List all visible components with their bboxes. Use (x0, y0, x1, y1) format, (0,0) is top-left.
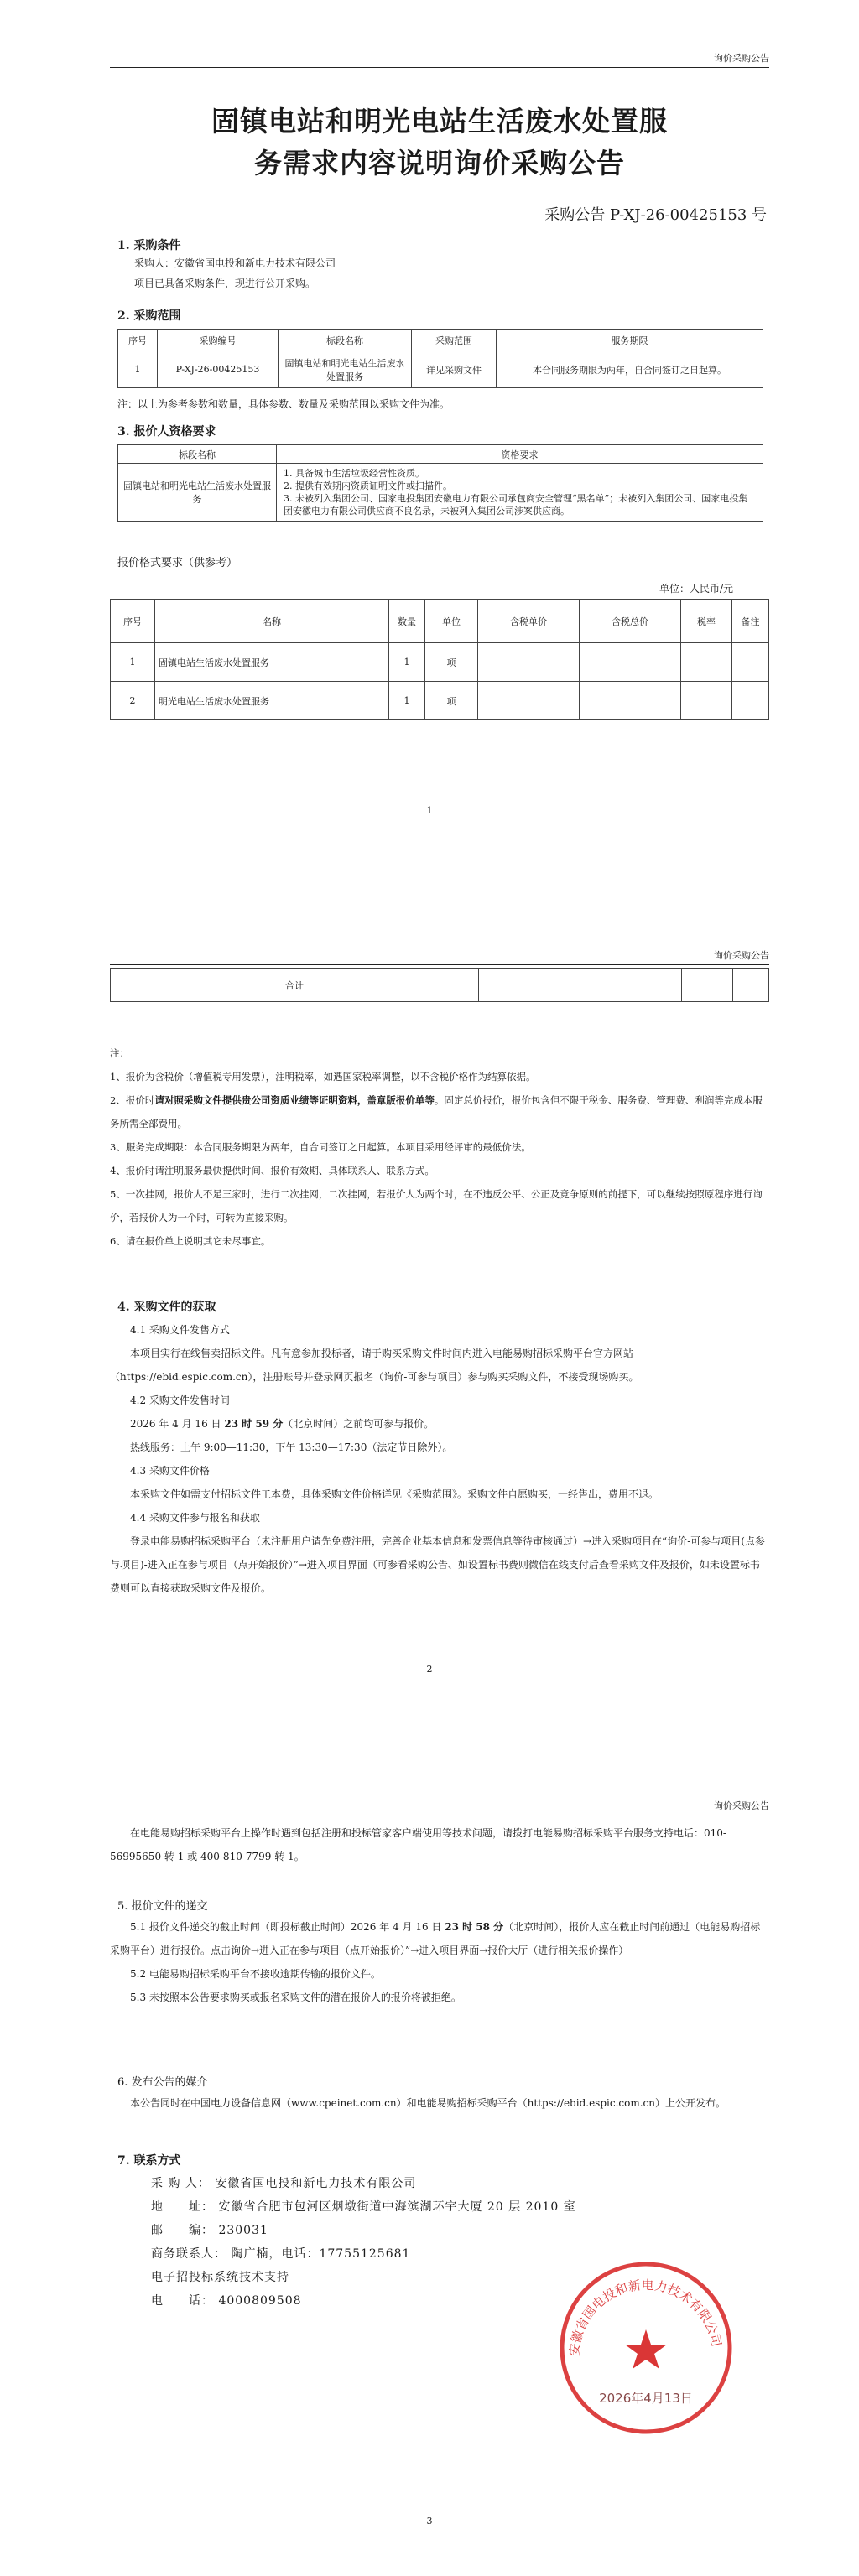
page-header (110, 53, 769, 68)
quote-cell: 2 (111, 682, 155, 720)
quote-cell: 1 (389, 682, 425, 720)
buyer-text: 采购人：安徽省国电投和新电力技术有限公司 (134, 257, 336, 269)
section-2-heading: 2. 采购范围 (117, 309, 181, 323)
section-5-heading: 5. 报价文件的递交 (117, 1900, 208, 1913)
page-3 (0, 1717, 859, 2576)
contact-line: 采 购 人： 安徽省国电投和新电力技术有限公司 (151, 2177, 417, 2190)
section-1-heading: 1. 采购条件 (117, 239, 181, 252)
page-header (110, 949, 769, 965)
doc-title (110, 101, 769, 184)
scope-header: 服务期限 (497, 330, 763, 351)
notes-label: 注： (110, 1047, 129, 1059)
quote-cell: 1 (111, 643, 155, 682)
contact-line: 邮 编： 230031 (151, 2224, 268, 2237)
scope-cell: P-XJ-26-00425153 (158, 351, 279, 388)
scope-header: 标段名称 (279, 330, 412, 351)
contact-line: 地 址： 安徽省合肥市包河区烟墩街道中海滨湖环宇大厦 20 层 2010 室 (151, 2200, 576, 2214)
qual-req-3: 3. 未被列入集团公司、国家电投集团安徽电力有限公司承包商安全管理“黑名单”；未被列入集团公司、国家电投集团安徽电力有限公司供应商不良名录，未被列入集团公司涉案供应商。 (284, 493, 748, 517)
contact-line: 电 话： 4000809508 (151, 2294, 302, 2308)
quote-row (111, 643, 769, 682)
header-label: 询价采购公告 (714, 950, 769, 961)
para-5-3: 5.3 未按照本公告要求购买或报名采购文件的潜在报价人的报价将被拒绝。 (130, 1992, 461, 2003)
qual-header: 资格要求 (277, 445, 763, 464)
section-4-body (110, 1318, 769, 1600)
p2a: 2026 年 4 月 16 日 (130, 1418, 221, 1430)
seal-date: 2026年4月13日 (599, 2391, 693, 2406)
para-5-2: 5.2 电能易购招标采购平台不接收逾期传输的报价文件。 (130, 1968, 381, 1980)
quote-header: 名称 (155, 600, 389, 643)
sub-4-4: 4.4 采购文件参与报名和获取 (130, 1512, 260, 1524)
note-5: 5、一次挂网，报价人不足三家时，进行二次挂网，二次挂网，若报价人为两个时，在不违反公平、公正及竞争原则的前提下，可以继续按照原程序进行询价，若报价人为一个时，可转为直接采购。 (110, 1188, 763, 1223)
para-4-2 (110, 1412, 769, 1436)
quote-unit: 单位：人民币/元 (659, 583, 733, 595)
para-4-4: 登录电能易购招标采购平台（未注册用户请先免费注册，完善企业基本信息和发票信息等待审核通过）→进入采购项目在“询价-可参与项目(点参与项目)-进入正在参与项目（点开始报价）”→进入项目界面（可参看采购公告、如设置标书费则微信在线支付后查看采购文件及报价，如未设置标书费则可以直接获取采购文件及报价。 (110, 1535, 765, 1594)
title-line-2: 务需求内容说明询价采购公告 (254, 147, 625, 179)
page-2 (0, 859, 859, 1717)
note-6: 6、请在报价单上说明其它未尽事宜。 (110, 1235, 271, 1247)
para-5-1 (110, 1915, 769, 1962)
total-label: 合计 (111, 969, 479, 1002)
contact-block (151, 2172, 576, 2313)
scope-table (117, 329, 763, 388)
qual-req-1: 1. 具备城市生活垃圾经营性资质。 (284, 468, 424, 479)
section-4-heading: 4. 采购文件的获取 (117, 1301, 216, 1314)
section-4-cont (110, 1821, 769, 1868)
sub-4-2: 4.2 采购文件发售时间 (130, 1394, 230, 1406)
page-number: 2 (426, 1664, 433, 1675)
qual-req-2: 2. 提供有效期内资质证明文件或扫描件。 (284, 480, 452, 491)
qual-lot: 固镇电站和明光电站生活废水处置服务 (118, 464, 277, 522)
note-2 (110, 1088, 769, 1135)
hotline: 热线服务：上午 9:00—11:30，下午 13:30—17:30（法定节日除外）。 (130, 1441, 453, 1453)
quote-header: 含税单价 (478, 600, 580, 643)
section-5-body (110, 1915, 769, 2009)
para-6-1: 本公告同时在中国电力设备信息网（www.cpeinet.com.cn）和电能易购招标采购平台（https://ebid.espic.com.cn）上公开发布。 (130, 2097, 726, 2109)
note-3: 3、服务完成期限：本合同服务期限为两年，自合同签订之日起算。本项目采用经评审的最低价法。 (110, 1141, 531, 1153)
header-label: 询价采购公告 (714, 1800, 769, 1811)
section-3-heading: 3. 报价人资格要求 (117, 425, 216, 439)
quote-format-label: 报价格式要求（供参考） (117, 557, 238, 569)
quote-cell: 明光电站生活废水处置服务 (155, 682, 389, 720)
qual-header: 标段名称 (118, 445, 277, 464)
page-header (110, 1800, 769, 1815)
quote-header: 税率 (681, 600, 732, 643)
scope-header: 采购范围 (412, 330, 497, 351)
sub-4-1: 4.1 采购文件发售方式 (130, 1324, 230, 1336)
sub-4-3: 4.3 采购文件价格 (130, 1465, 210, 1477)
quote-cell: 项 (425, 643, 478, 682)
section-7-heading: 7. 联系方式 (117, 2154, 181, 2168)
title-line-1: 固镇电站和明光电站生活废水处置服 (211, 105, 668, 138)
note-1: 1、报价为含税价（增值税专用发票），注明税率，如遇国家税率调整，以不含税价格作为结算依据。 (110, 1071, 536, 1083)
contact-line: 商务联系人： 陶广楠，电话：17755125681 (151, 2247, 411, 2261)
note-2-c: 。固定总价报价，报价包含但不限于税金、服务费、管理费、利润等完成本服务所需全部费用。 (110, 1094, 763, 1130)
scope-cell: 1 (118, 351, 158, 388)
note-2-a: 2、报价时 (110, 1094, 155, 1106)
note-2-bold: 请对照采购文件提供贵公司资质业绩等证明资料，盖章版报价单等 (154, 1094, 435, 1106)
page-number: 3 (426, 2516, 433, 2527)
para-4-1: 本项目实行在线售卖招标文件。凡有意参加投标者，请于购买采购文件时间内进入电能易购招标采购平台官方网站（https://ebid.espic.com.cn），注册账号并登录网页报名（询价-可参与项目）参与购买采购文件，不接受现场购买。 (110, 1348, 639, 1383)
scope-header: 序号 (118, 330, 158, 351)
quote-cell: 固镇电站生活废水处置服务 (155, 643, 389, 682)
p2b: 23 时 59 分 (224, 1418, 284, 1430)
scope-header: 采购编号 (158, 330, 279, 351)
para-4-3: 本采购文件如需支付招标文件工本费，具体采购文件价格详见《采购范围》。采购文件自愿购买，一经售出，费用不退。 (130, 1488, 659, 1500)
p5-1a: 5.1 报价文件递交的截止时间（即投标截止时间）2026 年 4 月 16 日 (130, 1921, 442, 1933)
quote-cell: 项 (425, 682, 478, 720)
company-seal-icon (554, 2256, 738, 2440)
p5-1c: （北京时间），报价人应在截止时间前通过（电能易购招标采购平台）进行报价。点击询价→进入正在参与项目（点开始报价）”→进入项目界面→报价大厅（进行相关报价操作） (110, 1921, 761, 1956)
scope-cell: 本合同服务期限为两年，自合同签订之日起算。 (497, 351, 763, 388)
section-6-body (110, 2091, 769, 2115)
quote-row (111, 682, 769, 720)
quote-table (110, 599, 769, 720)
p2c: （北京时间）之前均可参与报价。 (283, 1418, 435, 1430)
seal-text: 安徽省国电投和新电力技术有限公司 (566, 2277, 725, 2357)
quote-header: 含税总价 (580, 600, 681, 643)
quote-header: 备注 (732, 600, 769, 643)
scope-cell: 详见采购文件 (412, 351, 497, 388)
note-4: 4、报价时请注明服务最快提供时间、报价有效期、具体联系人、联系方式。 (110, 1165, 435, 1176)
p5-1b: 23 时 58 分 (445, 1921, 504, 1933)
page-1 (0, 0, 859, 859)
qualification-table (117, 444, 763, 522)
quote-total-table (110, 968, 769, 1002)
para-4-5: 在电能易购招标采购平台上操作时遇到包括注册和投标管家客户端使用等技术问题，请拨打电能易购招标采购平台服务支持电话：010-56995650 转 1 或 400-810-7799 转 1。 (110, 1827, 726, 1862)
quote-header: 数量 (389, 600, 425, 643)
notes-block (110, 1041, 769, 1253)
scope-note: 注：以上为参考参数和数量，具体参数、数量及采购范围以采购文件为准。 (117, 398, 450, 410)
quote-header: 单位 (425, 600, 478, 643)
page-number: 1 (426, 805, 433, 816)
contact-line: 电子招投标系统技术支持 (151, 2271, 289, 2284)
header-label: 询价采购公告 (714, 53, 769, 64)
scope-cell: 固镇电站和明光电站生活废水处置服务 (279, 351, 412, 388)
ready-text: 项目已具备采购条件，现进行公开采购。 (134, 278, 316, 289)
quote-cell: 1 (389, 643, 425, 682)
quote-header: 序号 (111, 600, 155, 643)
section-6-heading: 6. 发布公告的媒介 (117, 2076, 208, 2089)
announcement-number: 采购公告 P-XJ-26-00425153 号 (544, 206, 767, 224)
